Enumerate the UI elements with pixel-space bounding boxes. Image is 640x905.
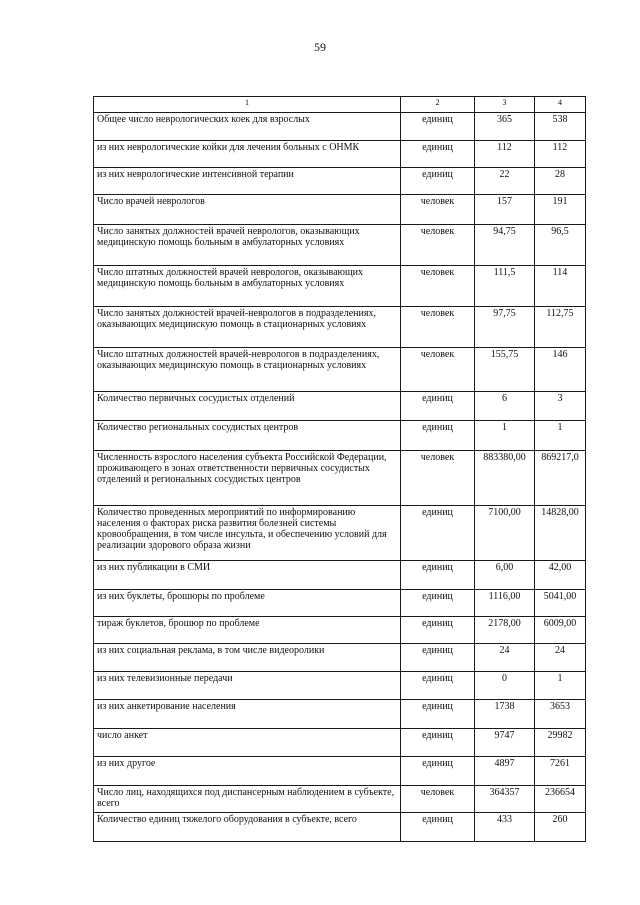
value-col3-cell: 22 (475, 168, 535, 195)
page-number: 59 (314, 40, 326, 54)
value-col4-cell: 7261 (535, 757, 586, 786)
value-col4-cell: 112,75 (535, 307, 586, 348)
table-row (94, 195, 586, 225)
value-col4-cell: 1 (535, 672, 586, 700)
value-col3-cell: 4897 (475, 757, 535, 786)
value-col4-cell: 538 (535, 113, 586, 141)
table-row (94, 451, 586, 506)
unit-cell: единиц (401, 700, 475, 729)
unit-cell: человек (401, 307, 475, 348)
table-row (94, 644, 586, 672)
table-row (94, 757, 586, 786)
unit-cell: человек (401, 786, 475, 813)
table-row (94, 421, 586, 451)
unit-cell: единиц (401, 392, 475, 421)
value-col4-cell: 14828,00 (535, 506, 586, 561)
value-col3-cell: 2178,00 (475, 617, 535, 644)
unit-cell: человек (401, 451, 475, 506)
value-col4-cell: 3653 (535, 700, 586, 729)
value-col4-cell: 869217,0 (535, 451, 586, 506)
indicator-cell: из них другое (94, 757, 401, 786)
table-row (94, 729, 586, 757)
unit-cell: единиц (401, 168, 475, 195)
table-row (94, 348, 586, 392)
value-col3-cell: 9747 (475, 729, 535, 757)
table-row (94, 392, 586, 421)
table-row (94, 168, 586, 195)
indicator-cell: из них буклеты, брошюры по проблеме (94, 590, 401, 617)
unit-cell: единиц (401, 617, 475, 644)
table-row (94, 590, 586, 617)
value-col4-cell: 6009,00 (535, 617, 586, 644)
unit-cell: единиц (401, 590, 475, 617)
unit-cell: человек (401, 225, 475, 266)
unit-cell: единиц (401, 644, 475, 672)
unit-cell: единиц (401, 729, 475, 757)
table-row (94, 561, 586, 590)
unit-cell: единиц (401, 561, 475, 590)
value-col4-cell: 146 (535, 348, 586, 392)
table-row (94, 700, 586, 729)
value-col3-cell: 1738 (475, 700, 535, 729)
unit-cell: единиц (401, 757, 475, 786)
value-col3-cell: 6 (475, 392, 535, 421)
indicator-cell: из них публикации в СМИ (94, 561, 401, 590)
value-col3-cell: 6,00 (475, 561, 535, 590)
table-header-row (94, 97, 586, 113)
indicator-cell: Численность взрослого населения субъекта Российской Федерации, проживающего в зонах ответственности первичных сосудистых отделений и региональных сосудистых центров (94, 451, 401, 506)
table-row (94, 307, 586, 348)
unit-cell: единиц (401, 813, 475, 842)
value-col3-cell: 155,75 (475, 348, 535, 392)
value-col4-cell: 3 (535, 392, 586, 421)
value-col3-cell: 0 (475, 672, 535, 700)
indicator-cell: число анкет (94, 729, 401, 757)
value-col3-cell: 365 (475, 113, 535, 141)
indicator-cell: из них телевизионные передачи (94, 672, 401, 700)
column-header: 4 (535, 97, 586, 113)
value-col4-cell: 112 (535, 141, 586, 168)
data-table (93, 96, 586, 842)
table-row (94, 506, 586, 561)
value-col3-cell: 24 (475, 644, 535, 672)
indicator-cell: Число штатных должностей врачей неврологов, оказывающих медицинскую помощь больным в амбулаторных условиях (94, 266, 401, 307)
table-row (94, 672, 586, 700)
table-row (94, 141, 586, 168)
unit-cell: единиц (401, 506, 475, 561)
value-col3-cell: 157 (475, 195, 535, 225)
table-row (94, 225, 586, 266)
indicator-cell: из них неврологические койки для лечения больных с ОНМК (94, 141, 401, 168)
indicator-cell: Количество региональных сосудистых центров (94, 421, 401, 451)
indicator-cell: Общее число неврологических коек для взрослых (94, 113, 401, 141)
indicator-cell: Число занятых должностей врачей-неврологов в подразделениях, оказывающих медицинскую помощь в стационарных условиях (94, 307, 401, 348)
value-col3-cell: 1116,00 (475, 590, 535, 617)
value-col4-cell: 29982 (535, 729, 586, 757)
unit-cell: единиц (401, 421, 475, 451)
value-col4-cell: 191 (535, 195, 586, 225)
value-col3-cell: 97,75 (475, 307, 535, 348)
value-col4-cell: 114 (535, 266, 586, 307)
value-col4-cell: 28 (535, 168, 586, 195)
value-col3-cell: 7100,00 (475, 506, 535, 561)
indicator-cell: Число лиц, находящихся под диспансерным наблюдением в субъекте, всего (94, 786, 401, 813)
value-col3-cell: 94,75 (475, 225, 535, 266)
table-row (94, 617, 586, 644)
value-col4-cell: 1 (535, 421, 586, 451)
indicator-cell: тираж буклетов, брошюр по проблеме (94, 617, 401, 644)
indicator-cell: из них неврологические интенсивной терапии (94, 168, 401, 195)
indicator-cell: Количество единиц тяжелого оборудования в субъекте, всего (94, 813, 401, 842)
table-row (94, 813, 586, 842)
value-col4-cell: 260 (535, 813, 586, 842)
value-col4-cell: 24 (535, 644, 586, 672)
value-col3-cell: 433 (475, 813, 535, 842)
indicator-cell: Количество проведенных мероприятий по информированию населения о факторах риска развития болезней системы кровообращения, в том числе инсульта, и обеспечению условий для реализации здорового образа жизни (94, 506, 401, 561)
value-col3-cell: 1 (475, 421, 535, 451)
unit-cell: единиц (401, 672, 475, 700)
value-col3-cell: 883380,00 (475, 451, 535, 506)
unit-cell: единиц (401, 141, 475, 168)
unit-cell: человек (401, 195, 475, 225)
table-body (94, 113, 586, 842)
value-col3-cell: 111,5 (475, 266, 535, 307)
table-row (94, 786, 586, 813)
indicator-cell: из них анкетирование населения (94, 700, 401, 729)
indicator-cell: Число занятых должностей врачей неврологов, оказывающих медицинскую помощь больным в амбулаторных условиях (94, 225, 401, 266)
value-col4-cell: 96,5 (535, 225, 586, 266)
indicator-cell: Количество первичных сосудистых отделений (94, 392, 401, 421)
column-header: 1 (94, 97, 401, 113)
value-col3-cell: 112 (475, 141, 535, 168)
table-row (94, 266, 586, 307)
value-col3-cell: 364357 (475, 786, 535, 813)
value-col4-cell: 42,00 (535, 561, 586, 590)
indicator-cell: из них социальная реклама, в том числе видеоролики (94, 644, 401, 672)
unit-cell: человек (401, 348, 475, 392)
value-col4-cell: 5041,00 (535, 590, 586, 617)
column-header: 2 (401, 97, 475, 113)
unit-cell: единиц (401, 113, 475, 141)
indicator-cell: Число штатных должностей врачей-неврологов в подразделениях, оказывающих медицинскую помощь в стационарных условиях (94, 348, 401, 392)
column-header: 3 (475, 97, 535, 113)
unit-cell: человек (401, 266, 475, 307)
table-row (94, 113, 586, 141)
value-col4-cell: 236654 (535, 786, 586, 813)
indicator-cell: Число врачей неврологов (94, 195, 401, 225)
